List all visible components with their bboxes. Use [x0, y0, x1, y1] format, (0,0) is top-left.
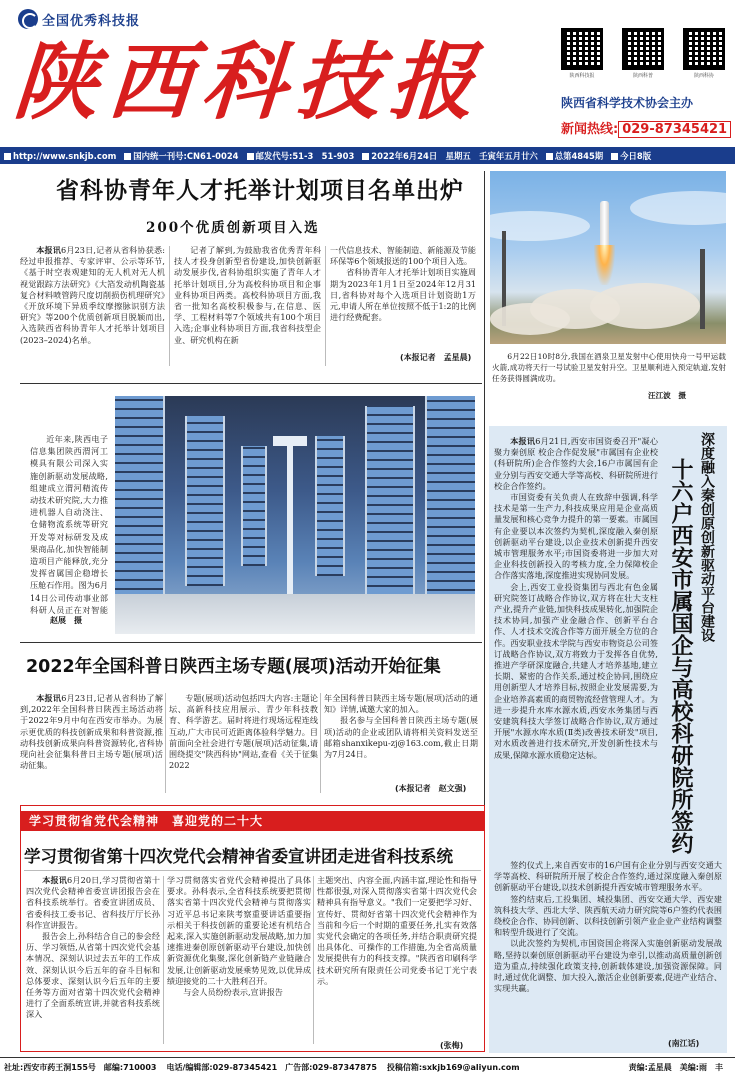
qr-label: 陕西科技报 [569, 73, 595, 79]
rocket-photo-credit: 汪江波 摄 [648, 391, 686, 400]
article1-col2: 记者了解到,为鼓励我省优秀青年科技人才投身创新型省份建设,加快创新驱动发展步伐,省科协组织实施了青年人才托举计划项目,分为高校科协项目和企事业科协项目两类。高校科协项目方面,我省一批知名高校积极参与,在信息、医学、工程材料等7个领域共有100个项目入选;企事业科协项目方面,我省科技型企业、研究机构在新 [174, 245, 321, 345]
section-col1 [26, 875, 160, 1050]
article4-para1 [494, 436, 658, 492]
article2-col3-text2: 报名参与全国科普日陕西主场专题(展项)活动的企业或团队请将相关资料发送至邮箱shanxikepu-zj@163.com,截止日期为7月24日。 [324, 715, 478, 760]
bullet-icon [124, 153, 131, 160]
article1-col1 [20, 245, 165, 375]
section-para2: 报告会上,孙科结合自己的参会经历、学习领悟,从省第十四次党代会基本情况、深刻认识过去五年的工作成效、深刻认识今后五年的奋斗目标和总体要求、深刻认识今后五年的主要任务等方面对省第十四次党代会精神进行了全面系统宣讲,并就省科技系统深入 [26, 931, 160, 1020]
postal-code: 邮发代号:51-3 51-903 [255, 150, 355, 161]
rocket-launch-photo [490, 171, 726, 344]
qr-code-icon [561, 28, 603, 70]
warehouse-photo-caption: 近年来,陕西电子信息集团陕西渭河工模具有限公司深入实施创新驱动发展战略,组建成立渭河精流传动技术研究院,大力推进机器人自动浇注、仓储物流系统等研究开发等对标研发及成果商品化,加快智能制造项目产能释放,充分发挥省属国企稳增长压舱石作用。图为6月14日公司传动事业部科研人员正在对智能 [30, 434, 108, 615]
article4-byline: 本报讯 [510, 436, 536, 446]
qr-code-icon [683, 28, 725, 70]
article1-col3-text2: 省科协青年人才托举计划项目实施周期为2023年1月1日至2024年12月31日,省科协对每个入选项目计划资助1万元,申请人所在单位按照不低于1:2的比例进行经费配套。 [330, 267, 476, 323]
article2-col3-text: 年全国科普日陕西主场专题(展项)活动的通知》详情,诚邀大家的加入。 [324, 693, 478, 715]
article4-para3: 会上,西安工业投资集团与西北有色金属研究院签订战略合作协议,双方将在壮大支柱产业,提升产业链,加快科技成果转化,加强院企技术协同,加强产业金融合作、创新平台合作、人才技术交流合作等方面开展全方位的合作。西安职业技术学院与西安市物资总公司签订战略合作协议,双方将致力于发挥各自优势,推进产学研深度融合,共建人才培养基地,建立长期、紧密的合作关系,通过校企协同,围绕应用创新型人才培养目标,按照企业发展需要,为企业培养高素质的商贸物流经营管理人才。为进一步提升水库水源水质,西安水务集团与西安建筑科技大学签订战略合作协议,双方通过开展"水源水库水质(Ⅱ类)改善技术研发"项目,对水质改善进行技术研究,开发创新性技术与成果,保障水源水质稳定达标。 [494, 581, 658, 760]
footer-editors: 责编:孟星晨 美编:雨 丰 [628, 1063, 723, 1072]
issue-date: 2022年6月24日 星期五 壬寅年五月廿六 [371, 150, 538, 161]
qr-label: 陕西科普 [632, 73, 653, 79]
article1-subhead: 200个优质创新项目入选 [146, 220, 320, 236]
article4-para2: 市国资委有关负责人在致辞中强调,科学技术是第一生产力,科技成果应用是企业高质量发展和核心竞争力提升的第一要素。市属国有企业要以本次签约为契机,深度融入秦创原创新驱动平台建设,以企业技术创新提升西安城市管理服务水平;市国资委将进一步加大对企业科技创新投入的考核力度,全力保障校企合作落实落地,深度推进实现协同发展。 [494, 492, 658, 581]
motto-text: 全国优秀科技报 [42, 13, 141, 29]
article1-col3-text: 一代信息技术、智能制造、新能源及节能环保等6个领域报送的100个项目入选。 [330, 245, 476, 267]
section-credit: (张梅) [440, 1041, 464, 1050]
section-text: 6月20日,学习贯彻省第十四次党代会精神省委宣讲团报告会在省科技系统举行。省委宣讲团成员、省委科技工委书记、省科技厅厅长孙科作宣讲报告。 [26, 875, 160, 930]
article2-credit: (本报记者 赵文强) [395, 784, 467, 793]
rocket-photo-caption: 6月22日10时8分,我国在酒泉卫星发射中心使用快舟一号甲运载火箭,成功将天行一号试验卫星发射升空。卫星顺利进入预定轨道,发射任务获得圆满成功。 [492, 352, 726, 383]
section-headline: 学习贯彻省第十四次党代会精神省委宣讲团走进省科技系统 [24, 847, 453, 866]
section-para1 [26, 875, 160, 931]
article2-headline: 2022年全国科普日陕西主场专题(展项)活动开始征集 [26, 657, 441, 677]
article2-text: 6月23日,记者从省科协了解到,2022年全国科普日陕西主场活动将于2022年9月中旬在西安市举办。为展示更优质的科技创新成果和科普资源,推动科技创新成果向科普资源转化,省科协现向社会征集科普日主场专题(展项)活动征集。 [20, 693, 163, 771]
news-hotline [561, 118, 731, 137]
article4-col-top [494, 436, 658, 850]
article4-para5: 签约结束后,工投集团、城投集团、西安交通大学、西安建筑科技大学、西北大学、陕西航天动力研究院等6户签约代表围绕校企合作、协同创新、以科技创新引领产业企业产业结构调整和转型升级进行了交流。 [494, 893, 722, 938]
article1-col3 [330, 245, 476, 369]
section-col3: 主题突出、内容全面,内涵丰富,理论性和指导性都很强,对深入贯彻落实省第十四次党代会精神具有指导意义。"我们一定要把学习好、宣传好、贯彻好省第十四次党代会精神作为当前和今后一个时期的重要任务,扎实有效落实党代会确定的各项任务,并结合职责研究提出具体化、可操作的工作措施,为全省高质量发展提供有力的科技支撑。"陕西省印刷科学技术研究所有限责任公司党委书记丁光宁表示。 [317, 875, 477, 986]
hotline-label: 新闻热线: [561, 122, 619, 137]
bullet-icon [362, 153, 369, 160]
article4-credit: (南江话) [668, 1039, 700, 1048]
newspaper-title: 陕西科技报 [10, 32, 488, 131]
website-link[interactable]: http://www.snkjb.com [13, 150, 117, 161]
info-bar [0, 147, 735, 164]
hotline-number: 029-87345421 [618, 121, 731, 138]
footer-phone: 电话/编辑部:029-87345421 广告部:029-87347875 [166, 1063, 377, 1072]
article4-text: 6月21日,西安市国资委召开"凝心聚力秦创原 校企合作促发展"市属国有企业校(科研院所)企合作签约大会,16户市属国有企业分别与西安交通大学等高校、科研院所进行校企合作签约。 [494, 436, 658, 491]
article1-credit: (本报记者 孟星晨) [400, 353, 472, 362]
article2-col2: 专题(展项)活动包括四大内容:主题论坛、高新科技应用展示、青少年科技教育、科学游艺。届时将进行现场远程连线互动,广大市民可近距离体验科学魅力。目前面向全社会进行专题(展项)活动征集,请围绕提交"陕西科协"网站,查看《关于征集2022 [169, 693, 318, 771]
article2-byline: 本报讯 [36, 693, 62, 703]
section-col2 [167, 875, 311, 1050]
article4-col-bottom [494, 860, 722, 1048]
article4-para6: 以此次签约为契机,市国资国企将深入实施创新驱动发展战略,坚持以秦创原创新驱动平台建设为牵引,以推动高质量创新创造为重点,持续强化政策支持,创新载体建设,加强资源保障。同时,通过优化调整、加大投入,激活企业创新要素,促进产业结合、实现共赢。 [494, 938, 722, 994]
issue-number: 总第4845期 [554, 150, 604, 161]
footer-email[interactable]: 投稿信箱:sxkjb169@aliyun.com [386, 1063, 520, 1072]
qr-label: 陕西科协 [693, 73, 714, 79]
footer-address: 社址:西安市药王洞155号 邮编:710003 [4, 1063, 157, 1072]
section-col2-text: 学习贯彻落实省党代会精神提出了具体要求。孙科表示,全省科技系统要把贯彻落实省第十四次党代会精神与贯彻落实习近平总书记来陕考察重要讲话重要指示相关于科技创新的重要论述有机结合起来,深入实施创新驱动发展战略,加力加速推进秦创原创新驱动平台建设,加快创新资源优化集聚,深化创新链产业链融合发展,让创新驱动发展乘势见效,以优异成绩迎接党的二十大胜利召开。 [167, 875, 311, 986]
bullet-icon [546, 153, 553, 160]
section-byline: 本报讯 [42, 875, 68, 885]
article4-headline: 十六户西安市属国企与高校科研院所签约 [668, 458, 693, 854]
article2-col1 [20, 693, 163, 805]
section-col2-text2: 与会人员纷纷表示,宣讲报告 [183, 987, 283, 998]
article1-byline: 本报讯 [36, 245, 61, 255]
warehouse-photo-credit: 赵展 摄 [50, 616, 82, 625]
cn-number: 国内统一刊号:CN61-0024 [133, 150, 239, 161]
bullet-icon [611, 153, 618, 160]
bullet-icon [247, 153, 254, 160]
page-footer [0, 1057, 735, 1077]
qr-code-icon [622, 28, 664, 70]
warehouse-photo [115, 396, 475, 634]
article1-text: 6月23日,记者从省科协获悉:经过申报推荐、专家评审、公示等环节,《基于时空表观建知的无人机对无人机视觉跟踪方法研究》《大箔发动机陶瓷基复合材料喷管跨尺度切削损伤机理研究》《开放环境下异质季纹摩擦脉识别方法研究》等200个优质创新项目脱颖而出,入选陕西省科协青年人才托举计划项目(2023–2024)名单。 [20, 245, 165, 345]
section-banner: 学习贯彻省党代会精神 喜迎党的二十大 [20, 811, 485, 831]
article1-headline: 省科协青年人才托举计划项目名单出炉 [56, 178, 464, 204]
sponsor-text: 陕西省科学技术协会主办 [561, 96, 694, 110]
article4-para4: 签约仪式上,来自西安市的16户国有企业分别与西安交通大学等高校、科研院所开展了校企合作签约,通过深度融入秦创原创新驱动平台建设,以技术创新提升西安城市管理服务水平。 [494, 860, 722, 893]
bullet-icon [4, 153, 11, 160]
article4-kicker: 深度融入秦创原创新驱动平台建设 [699, 432, 715, 642]
page-count: 今日8版 [620, 150, 652, 161]
